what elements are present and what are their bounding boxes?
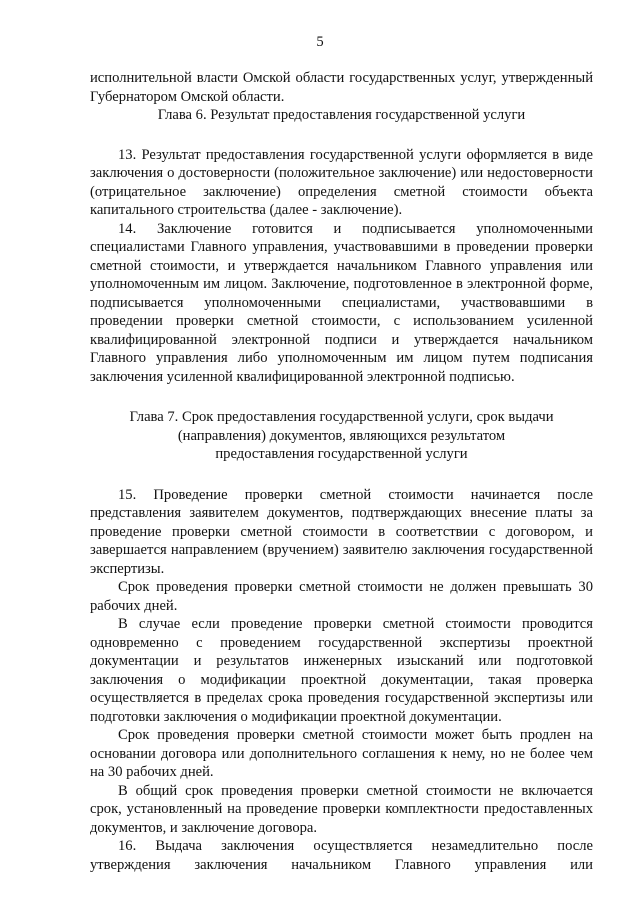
paragraph-15-extension: Срок проведения проверки сметной стоимости может быть продлен на основании договора или дополнительного соглашения к нему, но не более чем на 30 рабочих дней. xyxy=(90,727,593,780)
chapter-7-heading xyxy=(90,408,593,464)
paragraph-14: 14. Заключение готовится и подписывается уполномоченными специалистами Главного управления, участвовавшими в проведении проверки сметной стоимости, и утверждается начальником Главного управления или уполномоченным им лицом. Заключение, подготовленное в электронной форме, подписывается уполномоченными специалистами, участвовавшими в проведении проверки сметной стоимости, с использованием усиленной квалифицированной электронной подписи и утверждается начальником Главного управления либо уполномоченным им лицом путем подписания заключения усиленной квалифицированной электронной подписью. xyxy=(90,220,593,385)
chapter-7-heading-line-3: предоставления государственной услуги xyxy=(215,446,468,462)
paragraph-15-excluded: В общий срок проведения проверки сметной стоимости не включается срок, установленный на проведение проверки комплектности предоставленных документов, и заключение договора. xyxy=(90,782,593,836)
paragraph-15-term: Срок проведения проверки сметной стоимости не должен превышать 30 рабочих дней. xyxy=(90,579,593,614)
chapter-6-heading: Глава 6. Результат предоставления государственной услуги xyxy=(157,107,526,123)
paragraph-13: 13. Результат предоставления государственной услуги оформляется в виде заключения о достоверности (положительное заключение) или недостоверности (отрицательное заключение) определения сметной стоимости объекта капитального строительства (далее - заключение). xyxy=(90,146,593,218)
page-number: 5 xyxy=(316,34,324,50)
chapter-7-heading-line-2: (направления) документов, являющихся результатом xyxy=(177,427,506,444)
paragraph-15-simultaneous: В случае если проведение проверки сметной стоимости проводится одновременно с проведением государственной экспертизы проектной документации и результатов инженерных изысканий или подготовкой заключения о модификации проектной документации, такая проверка осуществляется в пределах срока проведения государственной экспертизы или подготовки заключения о модификации проектной документации. xyxy=(90,616,593,725)
document-body xyxy=(90,69,593,874)
paragraph-16: 16. Выдача заключения осуществляется незамедлительно после утверждения заключения начальником Главного управления или xyxy=(90,838,593,873)
paragraph-15: 15. Проведение проверки сметной стоимости начинается после представления заявителем документов, подтверждающих внесение платы за проведение проверки сметной стоимости в соответствии с договором, и завершается направлением (вручением) заявителю заключения государственной экспертизы. xyxy=(90,486,593,577)
chapter-7-heading-line-1: Глава 7. Срок предоставления государственной услуги, срок выдачи xyxy=(129,409,554,425)
continuation-paragraph: исполнительной власти Омской области государственных услуг, утвержденный Губернатором Омской области. xyxy=(90,70,593,105)
